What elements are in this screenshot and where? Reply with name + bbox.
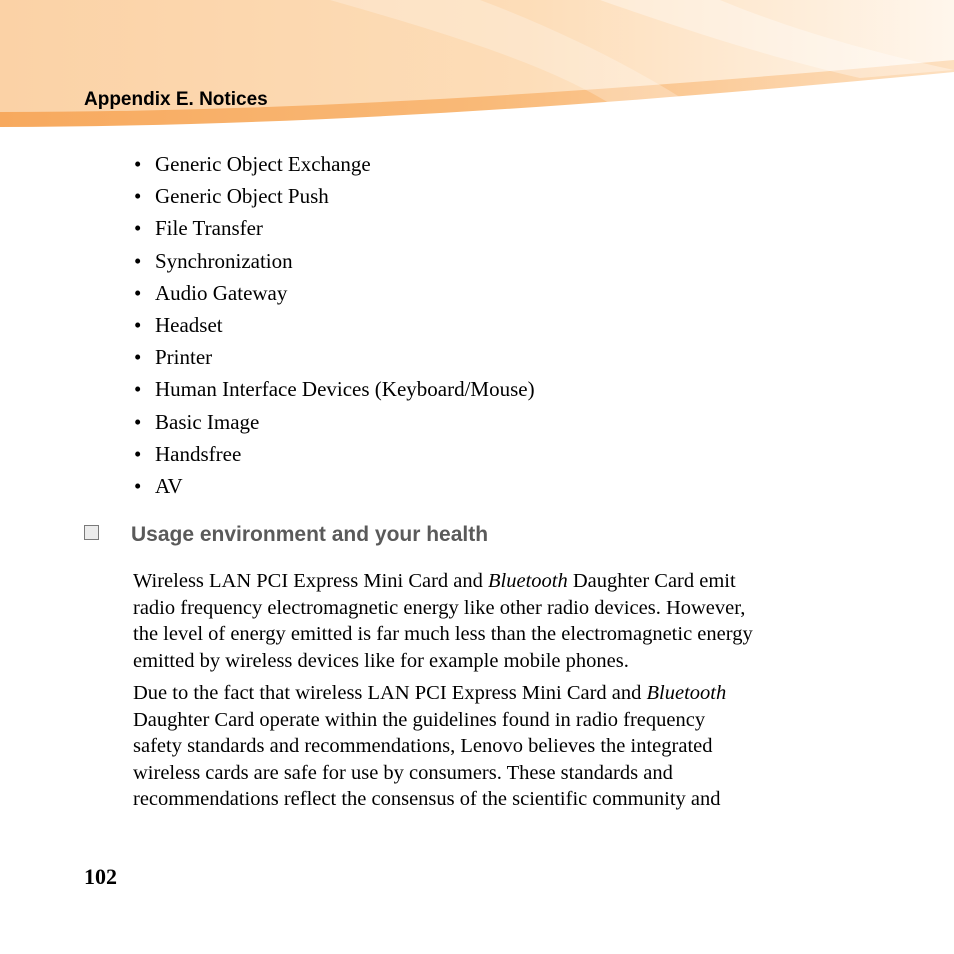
- bullet-icon: •: [134, 313, 142, 338]
- bullet-icon: •: [134, 216, 142, 241]
- bullet-icon: •: [134, 441, 142, 466]
- bullet-icon: •: [134, 248, 142, 273]
- header-banner: [0, 0, 954, 135]
- list-item: • Audio Gateway: [134, 277, 535, 309]
- text-line: recommendations reflect the consensus of the scientific community and: [133, 788, 721, 811]
- text-line: Daughter Card operate within the guidelines found in radio frequency: [133, 708, 706, 731]
- text-line: Wireless LAN PCI Express Mini Card and Bluetooth Daughter Card emit: [133, 570, 736, 592]
- paragraph-health-1: [133, 568, 843, 674]
- text-line: emitted by wireless devices like for example mobile phones.: [133, 649, 629, 672]
- subsection-heading: [84, 523, 488, 547]
- list-item: • Basic Image: [134, 406, 535, 438]
- paragraph-health-2: [133, 680, 843, 813]
- bullet-icon: •: [134, 280, 142, 305]
- page-number: 102: [84, 864, 117, 889]
- list-item: • Human Interface Devices (Keyboard/Mouse): [134, 373, 535, 405]
- list-item: • Headset: [134, 309, 535, 341]
- text-line: wireless cards are safe for use by consumers. These standards and: [133, 761, 673, 784]
- bullet-icon: •: [134, 345, 142, 370]
- list-item: • Synchronization: [134, 245, 535, 277]
- bullet-icon: •: [134, 474, 142, 499]
- text-line: Due to the fact that wireless LAN PCI Express Mini Card and Bluetooth: [133, 682, 727, 704]
- text-line: radio frequency electromagnetic energy like other radio devices. However,: [133, 596, 746, 619]
- list-item: • Printer: [134, 341, 535, 373]
- section-header: Appendix E. Notices: [84, 89, 268, 110]
- list-item: • Generic Object Exchange: [134, 148, 535, 180]
- list-item: • AV: [134, 470, 535, 502]
- text-line: the level of energy emitted is far much less than the electromagnetic energy: [133, 623, 753, 646]
- bullet-icon: •: [134, 184, 142, 209]
- bullet-icon: •: [134, 409, 142, 434]
- bullet-icon: •: [134, 377, 142, 402]
- list-item: • File Transfer: [134, 212, 535, 244]
- list-item: • Generic Object Push: [134, 180, 535, 212]
- square-bullet-icon: [84, 525, 99, 540]
- bullet-icon: •: [134, 152, 142, 176]
- text-line: safety standards and recommendations, Lenovo believes the integrated: [133, 735, 713, 758]
- list-item: • Handsfree: [134, 438, 535, 470]
- bluetooth-profile-list: [134, 148, 535, 502]
- subsection-heading-text: Usage environment and your health: [131, 523, 489, 546]
